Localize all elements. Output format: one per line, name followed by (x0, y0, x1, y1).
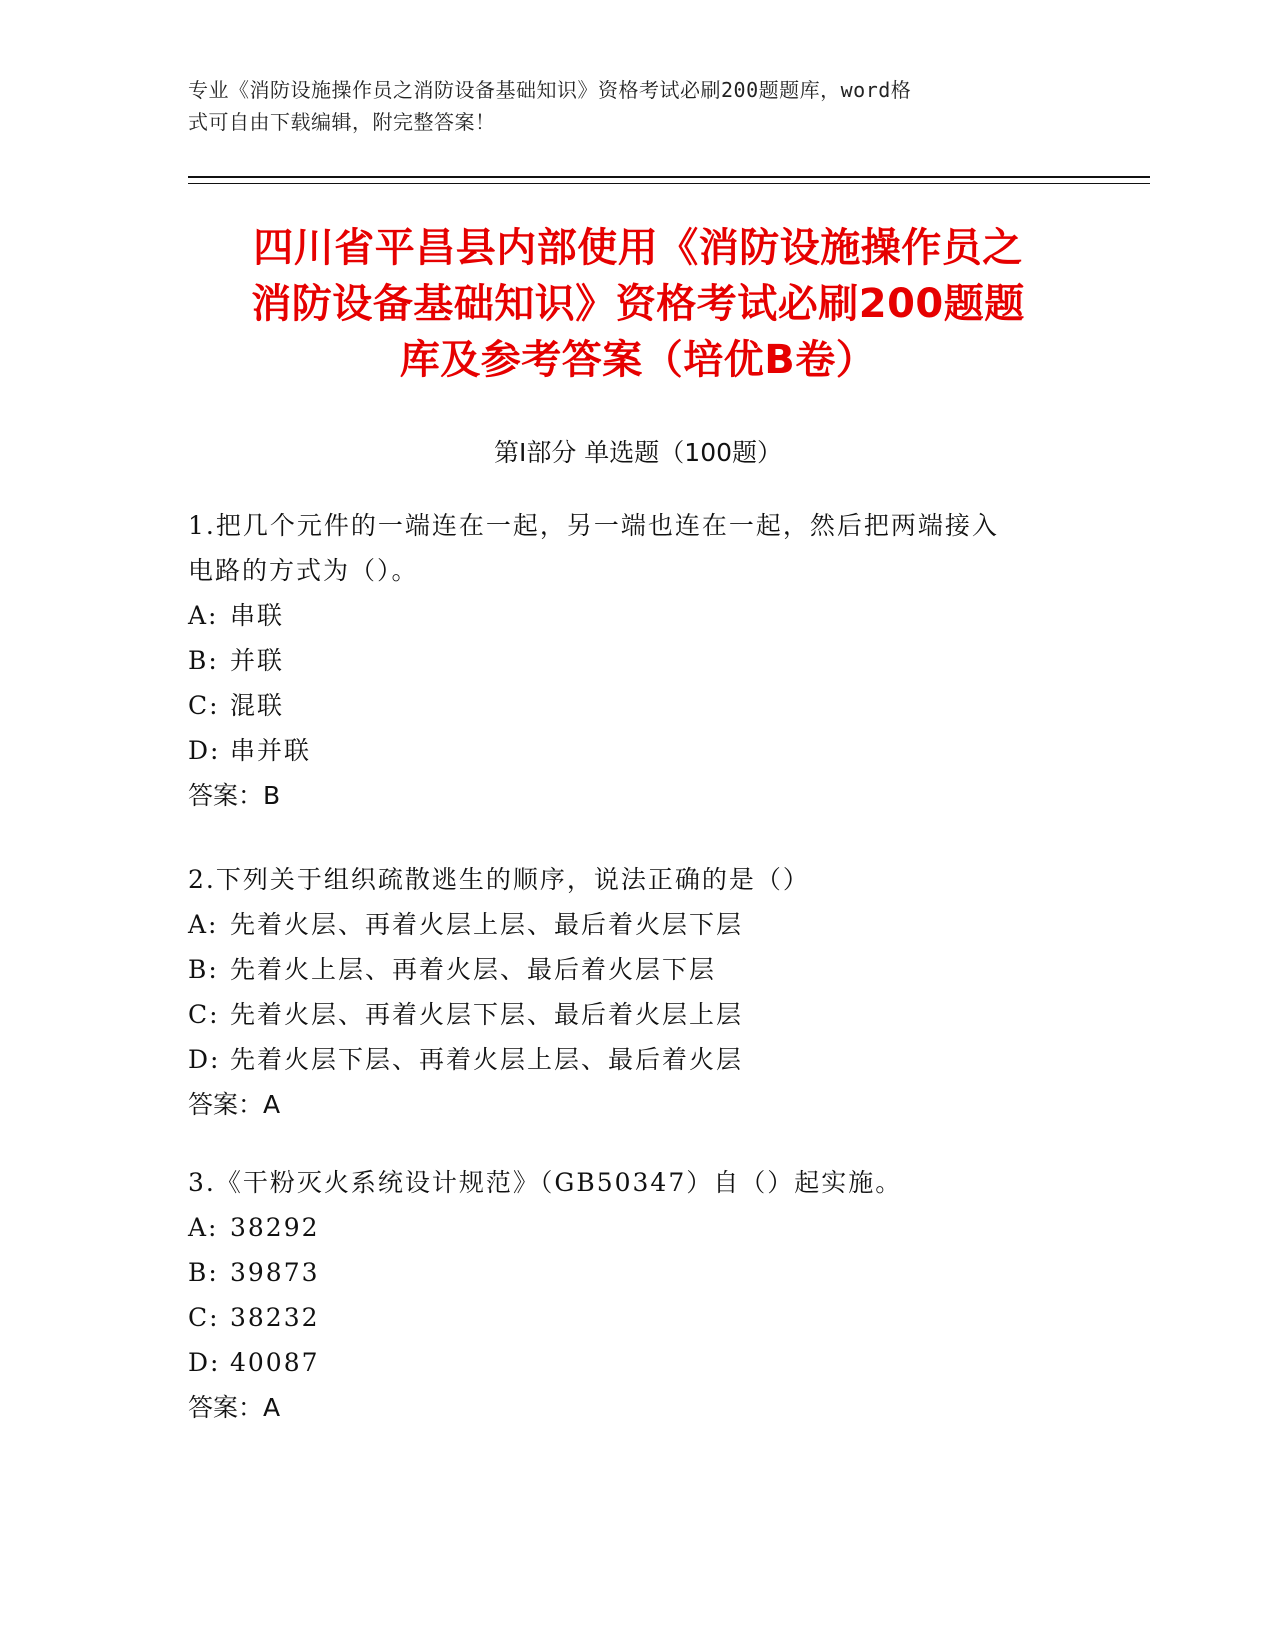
option-letter: D: (188, 736, 221, 765)
option-letter: D: (188, 1045, 221, 1074)
question-3 (188, 1160, 1068, 1430)
question-3-option-a (188, 1205, 1068, 1250)
question-1-option-c (188, 683, 1068, 728)
question-2-option-c (188, 992, 1068, 1037)
option-letter: A: (188, 1213, 219, 1242)
option-letter: C: (188, 1000, 220, 1029)
option-text: 串并联 (230, 736, 312, 765)
header-divider-thin (188, 183, 1150, 184)
question-3-answer: 答案：A (188, 1393, 281, 1422)
document-title (188, 220, 1088, 388)
question-1-option-b (188, 638, 1068, 683)
document-title-line1: 四川省平昌县内部使用《消防设施操作员之 (253, 225, 1023, 271)
question-2 (188, 857, 1068, 1127)
header-note-line2: 式可自由下载编辑，附完整答案！ (188, 110, 496, 134)
header-note (188, 74, 1068, 138)
question-2-option-a (188, 902, 1068, 947)
option-text: 先着火层、再着火层下层、最后着火层上层 (230, 1000, 744, 1029)
question-1-stem-line2: 电路的方式为（）。 (188, 556, 419, 585)
option-text: 并联 (230, 646, 285, 675)
option-letter: B: (188, 1258, 219, 1287)
option-letter: B: (188, 646, 219, 675)
option-text: 混联 (230, 691, 285, 720)
option-text: 先着火上层、再着火层、最后着火层下层 (230, 955, 717, 984)
option-text: 39873 (230, 1258, 320, 1287)
option-letter: A: (188, 910, 219, 939)
option-letter: C: (188, 691, 220, 720)
option-text: 串联 (230, 601, 285, 630)
option-text: 先着火层下层、再着火层上层、最后着火层 (230, 1045, 744, 1074)
option-letter: D: (188, 1348, 221, 1377)
question-1-stem-line1: 1.把几个元件的一端连在一起，另一端也连在一起，然后把两端接入 (188, 511, 999, 540)
header-note-line1: 专业《消防设施操作员之消防设备基础知识》资格考试必刷200题题库，word格 (188, 78, 912, 102)
question-1-option-d (188, 728, 1068, 773)
option-text: 先着火层、再着火层上层、最后着火层下层 (230, 910, 744, 939)
document-title-line2: 消防设备基础知识》资格考试必刷200题题 (251, 281, 1025, 327)
question-1-answer: 答案：B (188, 781, 281, 810)
option-letter: A: (188, 601, 219, 630)
question-3-option-b (188, 1250, 1068, 1295)
question-1-option-a (188, 593, 1068, 638)
question-1 (188, 503, 1068, 818)
option-text: 40087 (230, 1348, 320, 1377)
question-2-option-b (188, 947, 1068, 992)
question-2-option-d (188, 1037, 1068, 1082)
question-3-option-c (188, 1295, 1068, 1340)
section-title: 第Ⅰ部分 单选题（100题） (493, 438, 783, 467)
document-title-line3: 库及参考答案（培优B卷） (399, 337, 877, 383)
question-2-stem-line1: 2.下列关于组织疏散逃生的顺序，说法正确的是（） (188, 865, 810, 894)
question-3-stem-line1: 3.《干粉灭火系统设计规范》（GB50347）自（）起实施。 (188, 1168, 903, 1197)
option-text: 38232 (230, 1303, 320, 1332)
option-text: 38292 (230, 1213, 320, 1242)
header-divider-thick (188, 176, 1150, 178)
option-letter: C: (188, 1303, 220, 1332)
option-letter: B: (188, 955, 219, 984)
question-3-option-d (188, 1340, 1068, 1385)
question-2-answer: 答案：A (188, 1090, 281, 1119)
